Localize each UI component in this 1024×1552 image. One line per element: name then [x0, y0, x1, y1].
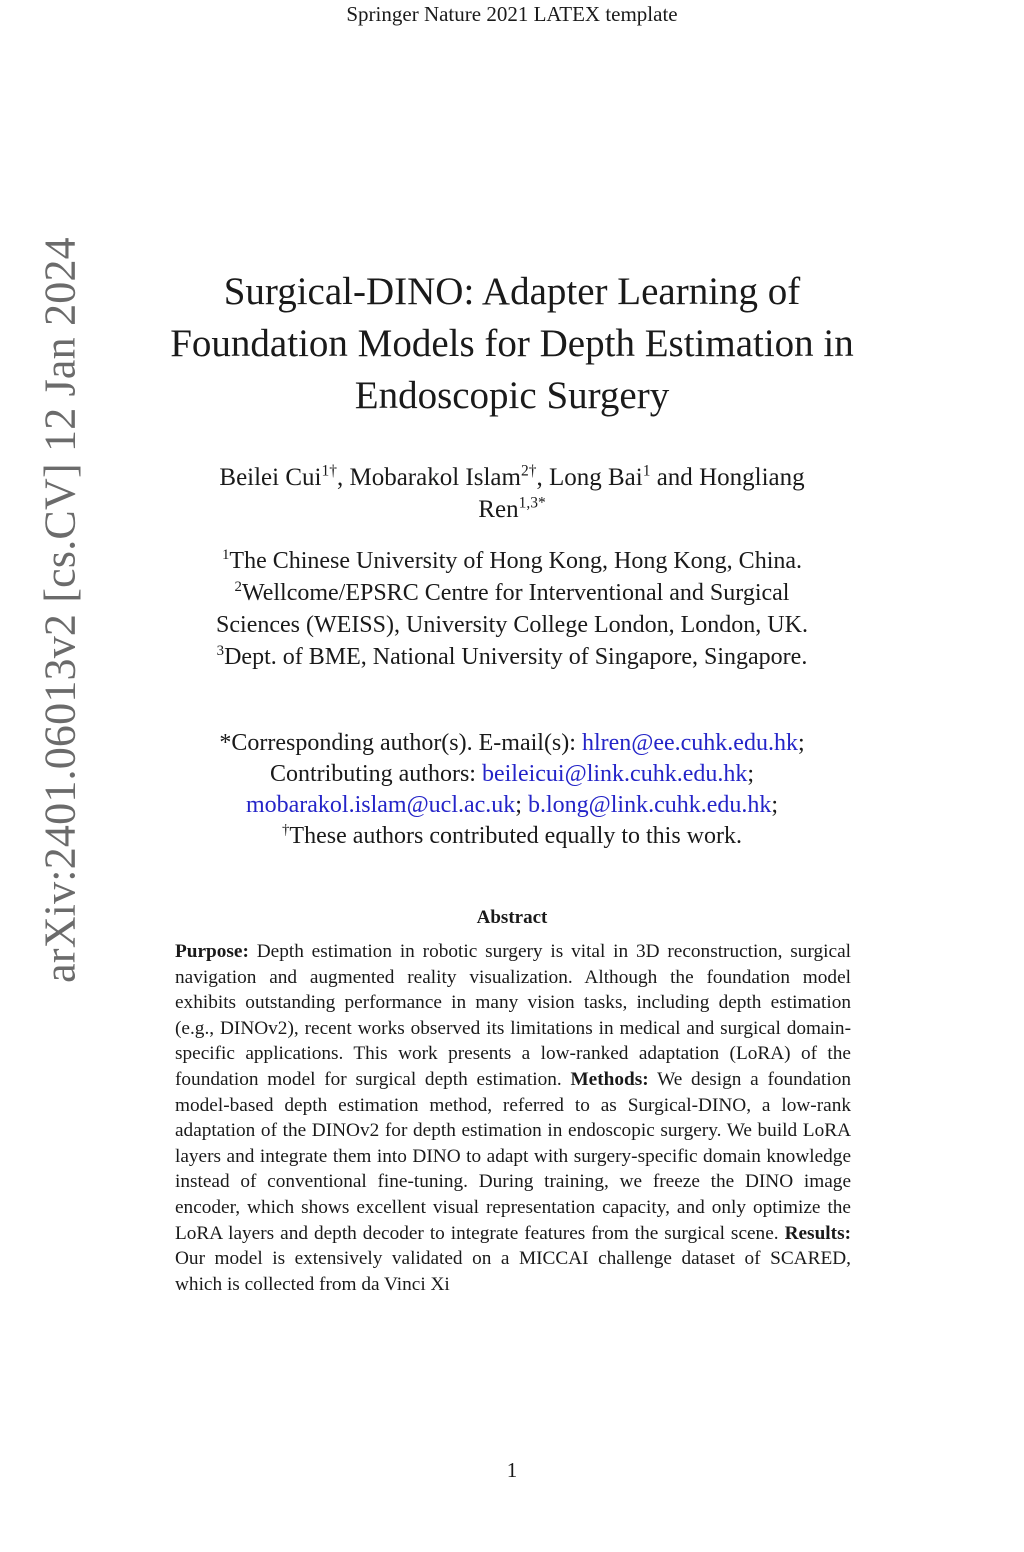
- affiliation: [140, 577, 884, 609]
- affiliation-text: Dept. of BME, National University of Singapore, Singapore.: [224, 644, 808, 670]
- affiliation-text: Wellcome/EPSRC Centre for Interventional and Surgical: [241, 580, 790, 606]
- title-line: Endoscopic Surgery: [354, 374, 670, 417]
- page-number: 1: [506, 1458, 518, 1482]
- contact-block: [140, 728, 884, 852]
- paper-title: [120, 266, 904, 422]
- contributor-email-link[interactable]: beileicui@link.cuhk.edu.hk: [481, 761, 748, 787]
- author-line: Beilei Cui$^{1\dagger}$, Mobarakol Islam$^{2\dagger}$, Long Bai$^1$ and Hongliang: [219, 462, 805, 491]
- affiliation-number: 3: [216, 643, 225, 659]
- equal-contribution-text: These authors contributed equally to this work.: [289, 823, 742, 849]
- corresponding-email-link[interactable]: hlren@ee.cuhk.edu.hk: [581, 730, 798, 756]
- arxiv-identifier-stamp[interactable]: arXiv:2401.06013v2 [cs.CV] 12 Jan 2024: [35, 237, 85, 983]
- author-name: Hongliang: [699, 464, 805, 491]
- affiliation: [140, 641, 884, 673]
- title-line: Foundation Models for Depth Estimation in: [170, 322, 854, 365]
- contributing-label: Contributing authors:: [269, 761, 476, 787]
- affiliation-number: 2: [234, 579, 242, 595]
- contributing-line: Contributing authors: beileicui@link.cuhk.edu.hk;: [269, 761, 755, 787]
- abstract-body: [175, 939, 851, 1297]
- contributor-email-link[interactable]: b.long@link.cuhk.edu.hk: [527, 792, 772, 818]
- affiliation-number: 1: [221, 547, 230, 563]
- running-head: Springer Nature 2021 LATEX template: [346, 2, 678, 26]
- author-affiliation-mark: 1,3*: [518, 494, 546, 512]
- results-label: Results:: [784, 1222, 851, 1244]
- author-name: Long Bai: [548, 464, 643, 491]
- corresponding-label: *Corresponding author(s). E-mail(s):: [219, 730, 576, 756]
- abstract-heading: Abstract: [476, 907, 548, 928]
- author-list: [140, 462, 884, 526]
- affiliation: [140, 545, 884, 577]
- affiliation-list: [140, 545, 884, 673]
- methods-text: We design a foundation model-based depth estimation method, referred to as Surgical-DINO, a low-rank adaptation of the DINOv2 for depth estimation in endoscopic surgery. We build LoRA layers and integrate them into DINO to adapt with surgery-specific domain knowledge instead of conventional fine-tuning. During training, we freeze the DINO image encoder, which shows excellent visual representation capacity, and only optimize the LoRA layers and depth decoder to integrate features from the surgical scene.: [175, 1068, 852, 1244]
- dagger-mark: †: [281, 822, 290, 838]
- title-line: Surgical-DINO: Adapter Learning of: [223, 270, 801, 313]
- author-line: [140, 494, 884, 526]
- author-connector: and: [656, 464, 693, 491]
- author-name: Beilei Cui: [219, 464, 322, 491]
- affiliation-continuation: Sciences (WEISS), University College London, London, UK.: [216, 612, 808, 638]
- equal-contribution-note: [140, 821, 884, 852]
- methods-label: Methods:: [570, 1068, 649, 1090]
- purpose-text: Depth estimation in robotic surgery is vital in 3D reconstruction, surgical navigation and augmented reality visualization. Although the foundation model exhibits outstanding performance in many vision tasks, including depth estimation (e.g., DINOv2), recent works observed its limitations in medical and surgical domain-specific applications. This work presents a low-ranked adaptation (LoRA) of the foundation model for surgical depth estimation.: [175, 941, 851, 1090]
- contributor-email-link[interactable]: mobarakol.islam@ucl.ac.uk: [245, 792, 516, 818]
- author-name: Ren: [478, 496, 519, 523]
- author-name: Mobarakol Islam: [349, 464, 521, 491]
- corresponding-line: *Corresponding author(s). E-mail(s): hlren@ee.cuhk.edu.hk;: [219, 730, 805, 756]
- purpose-label: Purpose:: [175, 941, 249, 962]
- affiliation-text: The Chinese University of Hong Kong, Hong Kong, China.: [229, 548, 803, 574]
- contributing-line: mobarakol.islam@ucl.ac.uk; b.long@link.cuhk.edu.hk;: [245, 792, 779, 818]
- author-affiliation-mark: 2†: [520, 462, 537, 480]
- author-affiliation-mark: 1†: [321, 462, 337, 480]
- results-text: Our model is extensively validated on a MICCAI challenge dataset of SCARED, which is collected from da Vinci Xi: [175, 1248, 851, 1295]
- author-affiliation-mark: 1: [642, 462, 651, 480]
